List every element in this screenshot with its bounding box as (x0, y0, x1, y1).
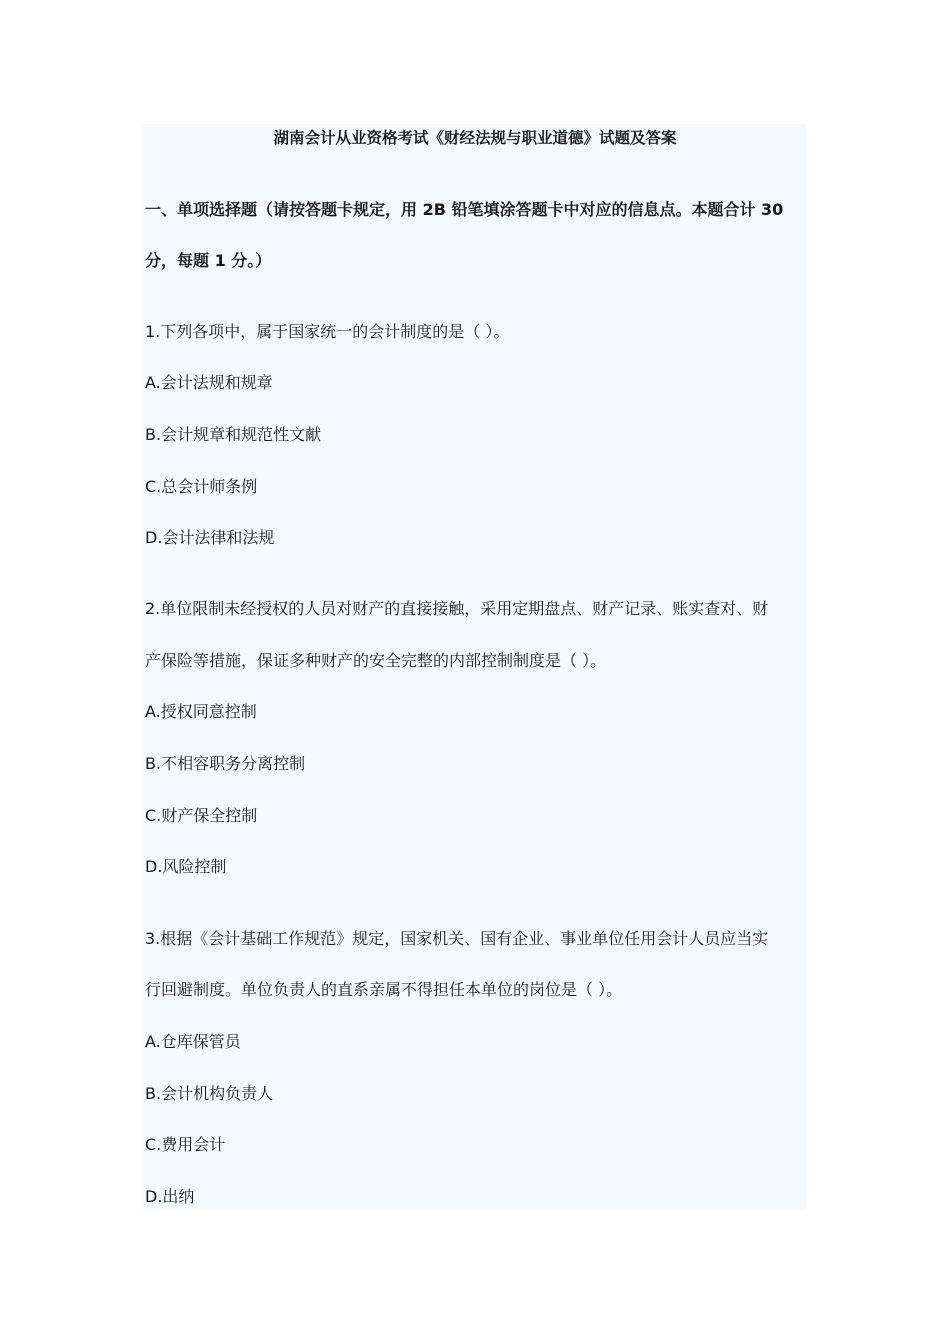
section-heading-continued: 分，每题 1 分。） (145, 251, 272, 270)
question-2-option-d: D.风险控制 (145, 857, 227, 876)
question-3-option-a: A.仓库保管员 (145, 1032, 241, 1051)
section-heading: 一、单项选择题（请按答题卡规定，用 2B 铅笔填涂答题卡中对应的信息点。本题合计 30 (145, 200, 784, 219)
question-1-option-d: D.会计法律和法规 (145, 528, 275, 547)
question-2-stem-continued: 产保险等措施，保证多种财产的安全完整的内部控制制度是（ ）。 (145, 651, 607, 670)
question-3-option-d: D.出纳 (145, 1187, 195, 1206)
question-1-option-b: B.会计规章和规范性文献 (145, 425, 322, 444)
question-3-stem: 3.根据《会计基础工作规范》规定，国家机关、国有企业、事业单位任用会计人员应当实 (145, 929, 769, 948)
question-3-option-b: B.会计机构负责人 (145, 1084, 274, 1103)
question-1-option-c: C.总会计师条例 (145, 477, 258, 496)
question-1-option-a: A.会计法规和规章 (145, 373, 273, 392)
question-1-stem: 1.下列各项中，属于国家统一的会计制度的是（ ）。 (145, 322, 510, 341)
question-2-option-a: A.授权同意控制 (145, 702, 257, 721)
question-2-stem: 2.单位限制未经授权的人员对财产的直接接触，采用定期盘点、财产记录、账实查对、财 (145, 599, 769, 618)
document-title: 湖南会计从业资格考试《财经法规与职业道德》试题及答案 (273, 129, 677, 147)
question-3-option-c: C.费用会计 (145, 1135, 226, 1154)
question-2-option-c: C.财产保全控制 (145, 806, 258, 825)
question-3-stem-continued: 行回避制度。单位负责人的直系亲属不得担任本单位的岗位是（ ）。 (145, 980, 623, 999)
question-2-option-b: B.不相容职务分离控制 (145, 754, 306, 773)
